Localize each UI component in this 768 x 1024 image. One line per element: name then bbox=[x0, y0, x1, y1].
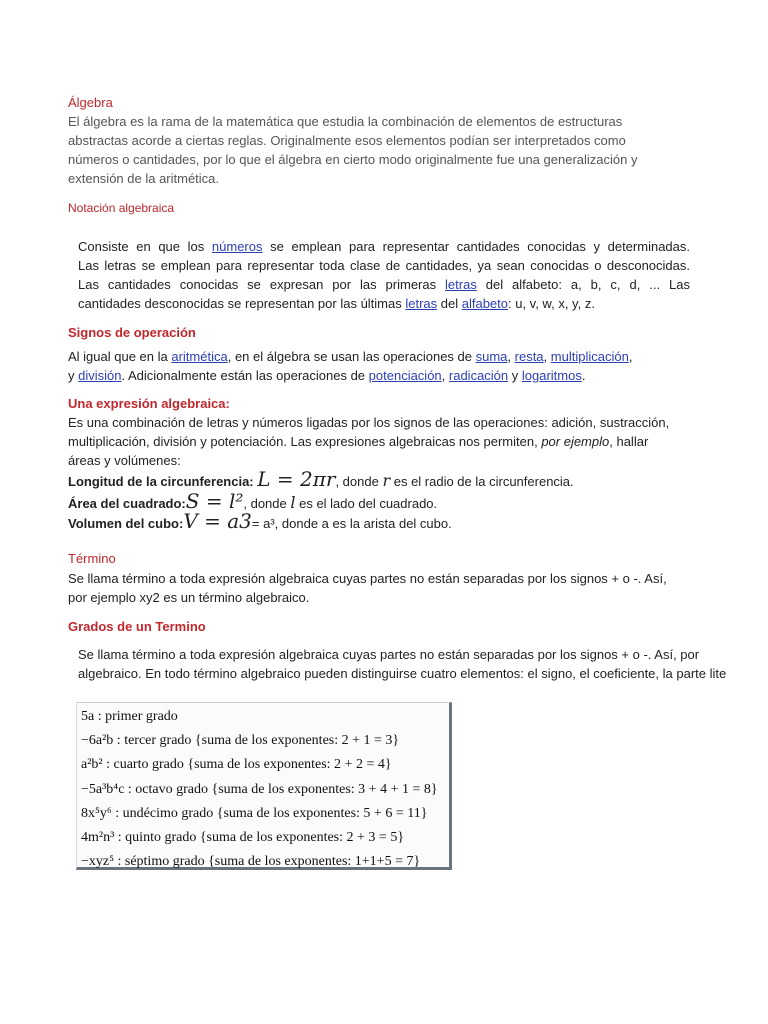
notation-line-3 bbox=[78, 275, 690, 294]
algebra-line-3: números o cantidades, por lo que el álgebra en cierto modo originalmente fue una generalización y bbox=[68, 152, 638, 167]
grade-example: 8x⁵y⁶ : undécimo grado {suma de los exponentes: 5 + 6 = 11} bbox=[81, 805, 428, 821]
grade-example: −xyz⁵ : séptimo grado {suma de los exponentes: 1+1+5 = 7} bbox=[81, 854, 421, 870]
grades-line-2: algebraico. En todo término algebraico pueden distinguirse cuatro elementos: el signo, el coeficiente, la parte lite bbox=[78, 666, 727, 681]
notation-line-2: Las letras se emplean para representar toda clase de cantidades, ya sean conocidas o desconocidas. bbox=[78, 258, 690, 273]
operations-text: , en el álgebra se usan las operaciones de bbox=[227, 349, 476, 364]
algebra-paragraph bbox=[68, 112, 688, 188]
operations-paragraph bbox=[68, 347, 708, 385]
algebra-line-2: abstractas acorde a ciertas reglas. Originalmente esos elementos podían ser interpretados como bbox=[68, 133, 626, 148]
cube-volume-line bbox=[68, 509, 748, 533]
link-multiplicacion[interactable]: multiplicación bbox=[550, 349, 629, 364]
notation-line-4 bbox=[78, 294, 690, 313]
notation-text: cantidades desconocidas se representan por las últimas bbox=[78, 296, 406, 311]
cube-volume-formula: V = a3 bbox=[183, 509, 252, 533]
square-area-line bbox=[68, 489, 748, 513]
circumference-label: Longitud de la circunferencia: bbox=[68, 474, 254, 489]
notation-title: Notación algebraica bbox=[68, 201, 175, 215]
square-area-formula: S = l² bbox=[185, 489, 244, 513]
term-line-1: Se llama término a toda expresión algebraica cuyas partes no están separadas por los signos + o -. Así, bbox=[68, 571, 667, 586]
operations-text: , bbox=[543, 349, 551, 364]
expression-text: = a³, donde a es la arista del cubo. bbox=[251, 516, 452, 531]
link-suma[interactable]: suma bbox=[475, 349, 508, 364]
link-resta[interactable]: resta bbox=[514, 349, 544, 364]
operations-title: Signos de operación bbox=[68, 325, 196, 340]
link-division[interactable]: división bbox=[78, 368, 122, 383]
operations-line-1 bbox=[68, 347, 708, 366]
link-aritmetica[interactable]: aritmética bbox=[171, 349, 228, 364]
notation-text: Las cantidades conocidas se expresan por las primeras bbox=[78, 277, 446, 292]
link-numeros[interactable]: números bbox=[211, 239, 263, 254]
square-area-variable: l bbox=[290, 493, 296, 512]
circumference-line bbox=[68, 467, 748, 491]
term-title: Término bbox=[68, 551, 116, 566]
grade-example: 5a : primer grado bbox=[81, 709, 178, 724]
expression-line-3: áreas y volúmenes: bbox=[68, 453, 181, 468]
square-area-label: Área del cuadrado: bbox=[68, 496, 186, 511]
term-line-2: por ejemplo xy2 es un término algebraico. bbox=[68, 590, 310, 605]
expression-line-2 bbox=[68, 432, 748, 451]
link-letras[interactable]: letras bbox=[445, 277, 477, 292]
expression-text: es el radio de la circunferencia. bbox=[390, 474, 574, 489]
operations-text: Al igual que en la bbox=[68, 349, 172, 364]
grades-title: Grados de un Termino bbox=[68, 619, 206, 634]
grade-example: 4m²n³ : quinto grado {suma de los exponentes: 2 + 3 = 5} bbox=[81, 830, 405, 846]
expression-text: , donde bbox=[335, 474, 383, 489]
operations-text: , bbox=[628, 349, 633, 364]
operations-text: , bbox=[441, 368, 449, 383]
link-alfabeto[interactable]: alfabeto bbox=[461, 296, 508, 311]
cube-volume-label: Volumen del cubo: bbox=[68, 516, 184, 531]
expression-text: multiplicación, división y potenciación. Las expresiones algebraicas nos permiten, bbox=[68, 434, 542, 449]
notation-text: del alfabeto: a, b, c, d, ... Las bbox=[476, 277, 690, 292]
notation-line-1 bbox=[78, 237, 690, 256]
operations-text: . bbox=[581, 368, 586, 383]
expression-text: , donde bbox=[243, 496, 291, 511]
expression-line-1: Es una combinación de letras y números ligadas por los signos de las operaciones: adición, sustracción, bbox=[68, 415, 670, 430]
notation-text: Consiste en que los bbox=[78, 239, 212, 254]
expression-text: es el lado del cuadrado. bbox=[295, 496, 438, 511]
grade-example: a²b² : cuarto grado {suma de los exponentes: 2 + 2 = 4} bbox=[81, 757, 392, 773]
algebra-title: Álgebra bbox=[68, 95, 113, 110]
operations-line-2 bbox=[68, 366, 708, 385]
term-paragraph bbox=[68, 569, 758, 607]
notation-text: se emplean para representar cantidades conocidas y determinadas. bbox=[262, 239, 690, 254]
circumference-formula: L = 2πr bbox=[257, 467, 336, 491]
link-radicacion[interactable]: radicación bbox=[448, 368, 509, 383]
expression-emphasis: por ejemplo bbox=[541, 434, 610, 449]
grade-example: −6a²b : tercer grado {suma de los exponentes: 2 + 1 = 3} bbox=[81, 733, 400, 749]
link-letras-2[interactable]: letras bbox=[405, 296, 438, 311]
algebra-line-4: extensión de la aritmética. bbox=[68, 171, 220, 186]
operations-text: y bbox=[68, 368, 79, 383]
notation-text: del bbox=[437, 296, 462, 311]
operations-text: , bbox=[507, 349, 515, 364]
grades-examples-image bbox=[76, 702, 452, 870]
operations-text: y bbox=[508, 368, 522, 383]
algebra-line-1: El álgebra es la rama de la matemática que estudia la combinación de elementos de estructuras bbox=[68, 114, 623, 129]
grade-example: −5a³b⁴c : octavo grado {suma de los exponentes: 3 + 4 + 1 = 8} bbox=[81, 781, 438, 797]
expression-paragraph bbox=[68, 413, 748, 532]
link-logaritmos[interactable]: logaritmos bbox=[521, 368, 582, 383]
notation-text: : u, v, w, x, y, z. bbox=[508, 296, 595, 311]
expression-title: Una expresión algebraica: bbox=[68, 396, 230, 411]
expression-text: , hallar bbox=[609, 434, 649, 449]
link-potenciacion[interactable]: potenciación bbox=[368, 368, 442, 383]
notation-paragraph bbox=[78, 237, 690, 313]
grades-line-1: Se llama término a toda expresión algebraica cuyas partes no están separadas por los signos + o -. Así, por bbox=[78, 647, 700, 662]
circumference-variable: r bbox=[382, 471, 391, 490]
operations-text: . Adicionalmente están las operaciones de bbox=[121, 368, 369, 383]
